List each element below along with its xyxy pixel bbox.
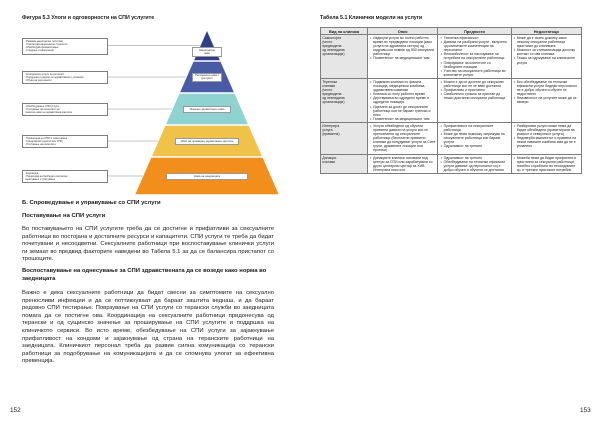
paragraph-norms: Важно е дека сексуалните работници да бидат свесни за симптомите на сексуално преносливи инфекции и да се поттикнуваат да бараат заштита веднаш, и да бараат редовно СПИ тестирање. Поврзување на СПИ услуги со терански служби во заедницата помага да се постигне ова. Координација на сексуалните работници придонесува од терански и од сущинско значење за проширување на СПИ услугите и поддршка на клиничкото сервиси. Во исто време, обезбедување на СПИ услуги за зајакнување прифатливост на кондоми и зајакнување од страна на теранските работници на заедницата. Клиничкиот персонал треба да развие силна комуникација со терански работници за подобрување на комуникацијата и да се спомнува улогат за ефективна превенција. xyxy=(22,290,274,365)
bullet-item: • Обезбедување на технички ефикасни услуги давање од персоналот кој е добро обучен и обучени се достапни xyxy=(440,160,510,172)
bullet-item: • Симболично трошок за пристап до тешко достапни сексуални работници xyxy=(440,92,510,100)
page-number-right: 153 xyxy=(580,407,591,414)
bullet-item: • Прифатливост на сексуалните работници xyxy=(440,124,510,132)
table-caption: Табела 5.1 Клинички модели на услуги xyxy=(320,15,423,21)
advantages-cell xyxy=(438,154,511,173)
pyramid-annotation-3: • Обезбедување СПИ услуги • Упатување на клиентите на повисоко ниво на здравствена заштита xyxy=(22,103,108,117)
figure-caption: Фигура 5.3 Улоги и одговорности на СПИ услугите xyxy=(22,15,155,21)
table-row xyxy=(321,122,582,154)
pyramid-annotation-5: • Едукација • Промоција на безбедно сексуално однесување и упатување xyxy=(22,170,108,184)
bullet-item: • Учество на сексуалните работници во клиничките услуги xyxy=(440,69,510,77)
bullet-item: • Недоверба квалитетот и прамена на некои навиште комбина има да не е упланено xyxy=(513,136,580,148)
description-cell xyxy=(367,35,437,79)
advantages-cell xyxy=(438,35,511,79)
table-header-row xyxy=(321,28,582,35)
header-disadvantages: Недостатоци xyxy=(511,28,581,35)
bullet-item: • Тешко за одржување на клиничките услуги xyxy=(513,56,580,64)
disadvantages-cell xyxy=(511,78,581,122)
bullet-item: • Разбирливи услуги може нема да бидат обезбедени (приметирани на ризикот и севкупниот услуги) xyxy=(513,124,580,136)
bullet-item: • Посветеност на медицинскиот тим xyxy=(369,117,436,121)
bullet-item: • Подвижни клиники со фиксна локација, медицински комбиња, здравствени кампови xyxy=(369,80,436,92)
clinic-type-cell: Интегрира услуга (приватна) xyxy=(321,122,368,154)
bullet-item: • Посветеност на медицинскиот тим xyxy=(369,56,436,60)
bullet-item: • Флексибилност за насочување на потребата на сексуалните работници xyxy=(440,52,510,60)
subsection-heading-norms: Воспоставување на однесување за СПИ здравствената да се возеде како норма во заедницата xyxy=(22,268,267,282)
pyramid-tier-label-1: Национално ниво xyxy=(192,47,222,57)
disadvantages-cell xyxy=(511,35,581,79)
pyramid-figure xyxy=(22,27,282,197)
pyramid-tier-label-2: Регионално ниво / дистрикт xyxy=(192,73,223,83)
right-page xyxy=(300,0,600,424)
header-description: Опис xyxy=(367,28,437,35)
disadvantages-cell xyxy=(511,154,581,173)
bullet-item: • Можно е да се досегне до сексуални работници кои не се веќе достапни xyxy=(440,80,510,88)
bullet-item: • Поврзување на клиентите со безбедните локации xyxy=(440,61,510,69)
bullet-item: • Одржливост на тренинг xyxy=(440,156,510,160)
pyramid-annotation-2: • Координира услуги во регионот • Поддршка и надзор на здравствените установи • Обука на персоналот xyxy=(22,71,108,85)
table-row xyxy=(321,35,582,79)
bullet-item: • Давање на разбрани услуги , вклучено од клиничките компетенции на персоналот xyxy=(440,40,510,52)
subsection-heading-setup: Поставување на СПИ услуги xyxy=(22,213,106,219)
pyramid-tier-label-5: Ниво на заедницата xyxy=(166,173,248,179)
disadvantages-cell xyxy=(511,122,581,154)
page-number-left: 152 xyxy=(10,407,21,414)
clinical-models-table xyxy=(320,27,582,174)
bullet-item: • Идеално за досег до сексуалните работници кои не бараат тренски и неко xyxy=(369,105,436,117)
bullet-item: • Прифатливо и пристапно xyxy=(440,88,510,92)
pyramid-tier-label-3: Локално здравствено ниво xyxy=(183,106,230,112)
description-cell xyxy=(367,122,437,154)
bullet-item: • Може да е скапо доколку само неколку сексуални работници пристапат до клиниката xyxy=(513,36,580,48)
bullet-item: • Можеби нема да бидат прифатени и пристапни за сексуални работници, посебно сорабочни во неоседимите хр. и тренинг пристапот потребни xyxy=(513,156,580,172)
clinic-type-cell: Теренски клиники (често предводена од невладина организација) xyxy=(321,78,368,122)
pyramid-annotation-1: • Развива национални политики • Усогласува национални стратегии • Обезбедува финансирање • Следење и евалуација xyxy=(22,38,108,55)
description-cell xyxy=(367,154,437,173)
bullet-item: • Услуги обезбедени од обучени приватни давачи на услуги кои се препознаени од сексуалните работници (бесплатни приватни клиники да понудуваат услуги за Сите групи, државните локации или протоки) xyxy=(369,124,436,153)
bullet-item: • Може да нема помошку загрижува на сексуалните работници кои бараат услуги xyxy=(440,132,510,144)
bullet-item: • Без обезбедување на технички ефикасни услуги бидејќи персоналот не е добро обучен и обучен се недостапни xyxy=(513,80,580,96)
section-heading: Б. Спроведување и управување со СПИ услуги xyxy=(22,200,161,206)
clinic-type-cell: Самостојна (често предводена од невладина организација) xyxy=(321,35,368,79)
bullet-item: • Техничка ефикасност xyxy=(440,36,510,40)
header-clinic-type: Вид на клиника xyxy=(321,28,368,35)
bullet-item: • Дејствувања во одредено време и одредена локација xyxy=(369,96,436,104)
advantages-cell xyxy=(438,122,511,154)
bullet-item: • Клиника со полу работно време xyxy=(369,92,436,96)
bullet-item: • Одржливост на тренинг xyxy=(440,144,510,148)
description-cell xyxy=(367,78,437,122)
advantages-cell xyxy=(438,78,511,122)
bullet-item: • Издвојни услуги во полно работно време во предводени локации (како услуга на здравната сестра) од кадрови кои повеќе од 500 сексуални работници xyxy=(369,36,436,56)
clinic-type-cell: Донации клиники xyxy=(321,154,368,173)
pyramid-tier-label-4: Ниво на примарна здравствена заштита xyxy=(175,138,238,144)
header-advantages: Предности xyxy=(438,28,511,35)
bullet-item: • Донациите клиники основани под центри за СПИ или зарабатували со друго центарски центар за ХИВ, Интеграна неко кол. xyxy=(369,156,436,172)
pyramid-annotation-4: • Превенција на СПИ и советување • Синдромски пристап кон СПИ • Упатување на клиентите xyxy=(22,135,108,149)
table-row xyxy=(321,78,582,122)
bullet-item: • Неизвесност на услугите може да се измери xyxy=(513,96,580,104)
bullet-item: • Можност за стигматизација доколку контакт со ова клиника xyxy=(513,48,580,56)
paragraph-setup: Во поставувањето на СПИ услугите треба да се достигне и прифатливи за сексуалните работници во постојана и достапните ресурси и капацитети. СПИ услуги те треба да бидат почитувани и несоодветни. Сексуалните работници при воспоставување клинички услуги ги земаат во предвид факторите наведени во Табела 5.1 за да се балансира пристапот со трошоците. xyxy=(22,226,274,263)
table-row xyxy=(321,154,582,173)
